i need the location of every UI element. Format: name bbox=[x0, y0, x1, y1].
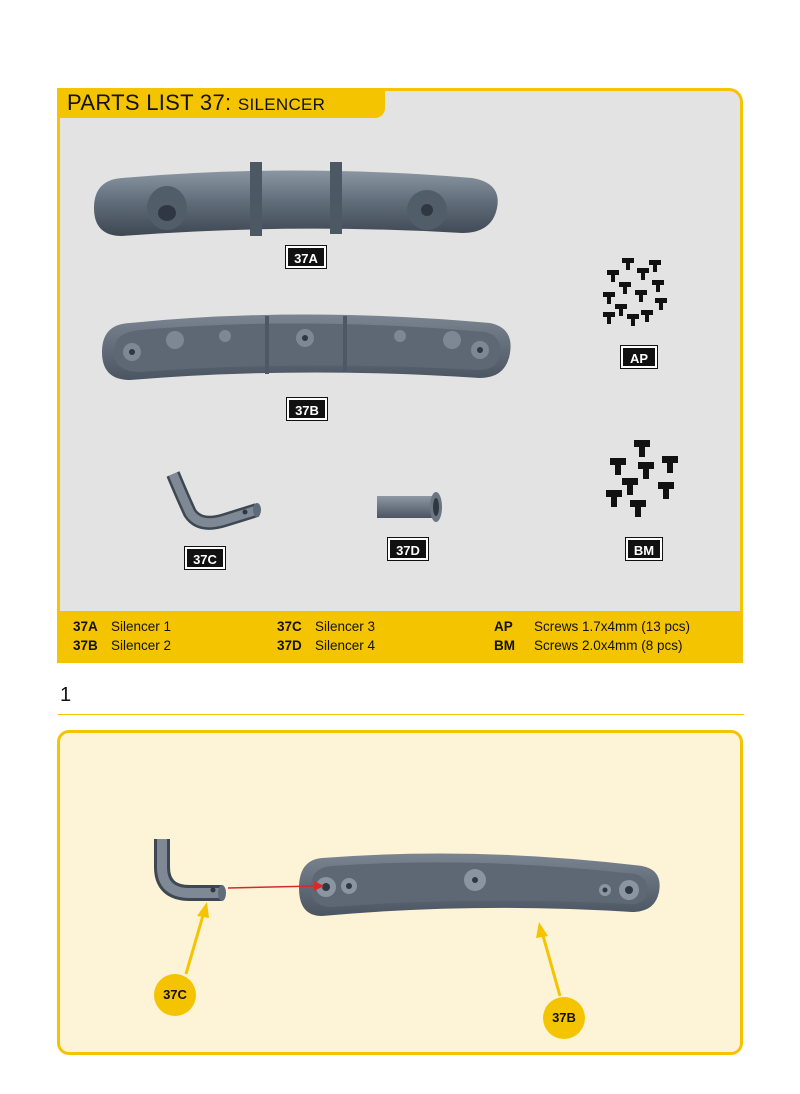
callout-arrow-37c bbox=[176, 898, 216, 978]
legend-item bbox=[494, 638, 683, 653]
legend-code: 37C bbox=[277, 619, 302, 634]
callout-37c: 37C bbox=[154, 974, 196, 1016]
legend-code: AP bbox=[494, 619, 513, 634]
part-tag-37c: 37C bbox=[185, 547, 225, 569]
step-part-37c bbox=[150, 835, 230, 905]
callout-37b: 37B bbox=[543, 997, 585, 1039]
legend-name: Screws 2.0x4mm (8 pcs) bbox=[534, 638, 683, 653]
legend-item bbox=[494, 619, 690, 634]
legend-item bbox=[277, 638, 375, 653]
screws-ap-illustration bbox=[597, 252, 677, 332]
part-37d-illustration bbox=[375, 490, 445, 524]
legend-code: 37B bbox=[73, 638, 98, 653]
screws-bm-illustration bbox=[602, 436, 688, 520]
callout-arrow-37b bbox=[530, 918, 570, 998]
part-tag-37b: 37B bbox=[287, 398, 327, 420]
part-37a-illustration bbox=[92, 158, 502, 244]
part-37b-illustration bbox=[100, 308, 518, 388]
legend-item bbox=[277, 619, 375, 634]
legend-item bbox=[73, 619, 171, 634]
step-part-37b bbox=[297, 850, 663, 920]
part-tag-37a: 37A bbox=[286, 246, 326, 268]
legend-code: 37A bbox=[73, 619, 98, 634]
parts-list-title-sub: SILENCER bbox=[237, 95, 326, 114]
step-number: 1 bbox=[60, 684, 72, 706]
legend-name: Silencer 4 bbox=[315, 638, 376, 653]
legend-item bbox=[73, 638, 171, 653]
part-tag-ap: AP bbox=[621, 346, 657, 368]
part-37c-illustration bbox=[165, 468, 265, 538]
step-divider bbox=[58, 714, 744, 715]
legend-code: 37D bbox=[277, 638, 302, 653]
part-tag-bm: BM bbox=[626, 538, 662, 560]
parts-list-title bbox=[57, 88, 385, 118]
legend-name: Silencer 3 bbox=[315, 619, 376, 634]
legend-name: Silencer 2 bbox=[111, 638, 172, 653]
parts-list-title-main: PARTS LIST 37: bbox=[67, 90, 232, 115]
legend-name: Screws 1.7x4mm (13 pcs) bbox=[534, 619, 691, 634]
legend-name: Silencer 1 bbox=[111, 619, 172, 634]
assembly-arrow bbox=[228, 880, 328, 894]
part-tag-37d: 37D bbox=[388, 538, 428, 560]
legend-code: BM bbox=[494, 638, 515, 653]
